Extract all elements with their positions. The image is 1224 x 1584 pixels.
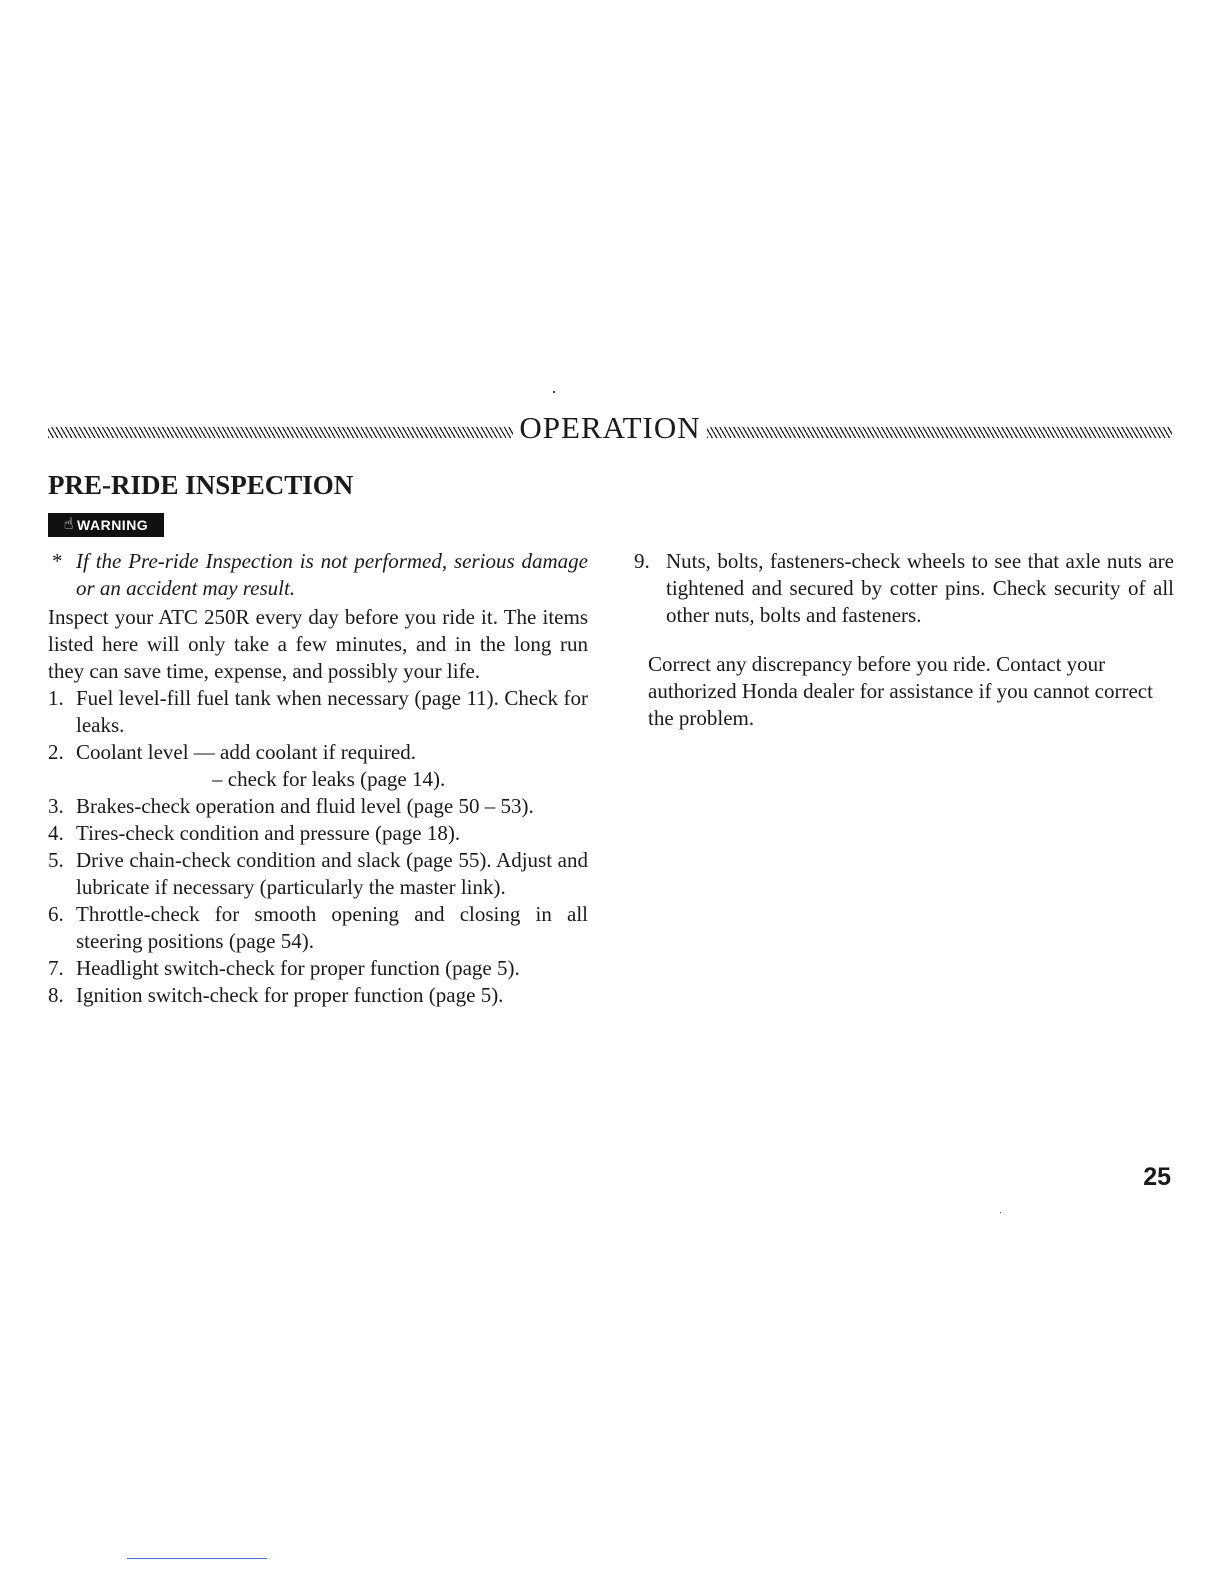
list-item-continuation: – check for leaks (page 14). bbox=[212, 767, 446, 791]
warning-label: WARNING bbox=[77, 517, 149, 533]
hand-warning-icon: ☝ bbox=[63, 516, 75, 533]
left-column bbox=[48, 548, 588, 1009]
list-item: 6. Throttle-check for smooth opening and closing in all steering positions (page 54). bbox=[48, 902, 588, 953]
warning-badge bbox=[48, 513, 164, 537]
list-item: 8. Ignition switch-check for proper function (page 5). bbox=[48, 983, 504, 1007]
hatch-rule-right bbox=[707, 427, 1172, 438]
list-item: 5. Drive chain-check condition and slack (page 55). Adjust and lubricate if necessary (particularly the master link). bbox=[48, 848, 588, 899]
scan-speck bbox=[1000, 1212, 1001, 1213]
list-item: 2. Coolant level — add coolant if required. – check for leaks (page 14). bbox=[48, 739, 588, 793]
scan-speck bbox=[553, 391, 555, 393]
list-item: 1. Fuel level-fill fuel tank when necessary (page 11). Check for leaks. bbox=[48, 686, 588, 737]
page-number: 25 bbox=[1143, 1163, 1171, 1191]
inspection-list bbox=[48, 685, 588, 1009]
hatch-rule-left bbox=[48, 427, 513, 438]
right-column bbox=[634, 548, 1174, 732]
asterisk: * bbox=[52, 549, 63, 573]
inspection-list-continued bbox=[634, 548, 1174, 629]
section-title: PRE-RIDE INSPECTION bbox=[48, 470, 354, 500]
warning-text: If the Pre-ride Inspection is not performed, serious damage or an accident may result. bbox=[76, 549, 588, 600]
warning-note bbox=[48, 548, 588, 602]
bottom-rule bbox=[127, 1558, 267, 1559]
list-item: 7. Headlight switch-check for proper function (page 5). bbox=[48, 956, 520, 980]
list-item: 9. Nuts, bolts, fasteners-check wheels to see that axle nuts are tightened and secured by cotter pins. Check security of all other nuts, bolts and fasteners. bbox=[634, 549, 1174, 627]
list-item: 4. Tires-check condition and pressure (page 18). bbox=[48, 821, 461, 845]
section-header-band bbox=[48, 408, 1172, 448]
intro-paragraph: Inspect your ATC 250R every day before you ride it. The items listed here will only take a few minutes, and in the long run they can save time, expense, and possibly your life. bbox=[48, 605, 588, 683]
header-title: OPERATION bbox=[519, 410, 701, 445]
closing-paragraph: Correct any discrepancy before you ride. Contact your authorized Honda dealer for assistance if you cannot correct the problem. bbox=[648, 652, 1153, 730]
list-item: 3. Brakes-check operation and fluid level (page 50 – 53). bbox=[48, 794, 534, 818]
